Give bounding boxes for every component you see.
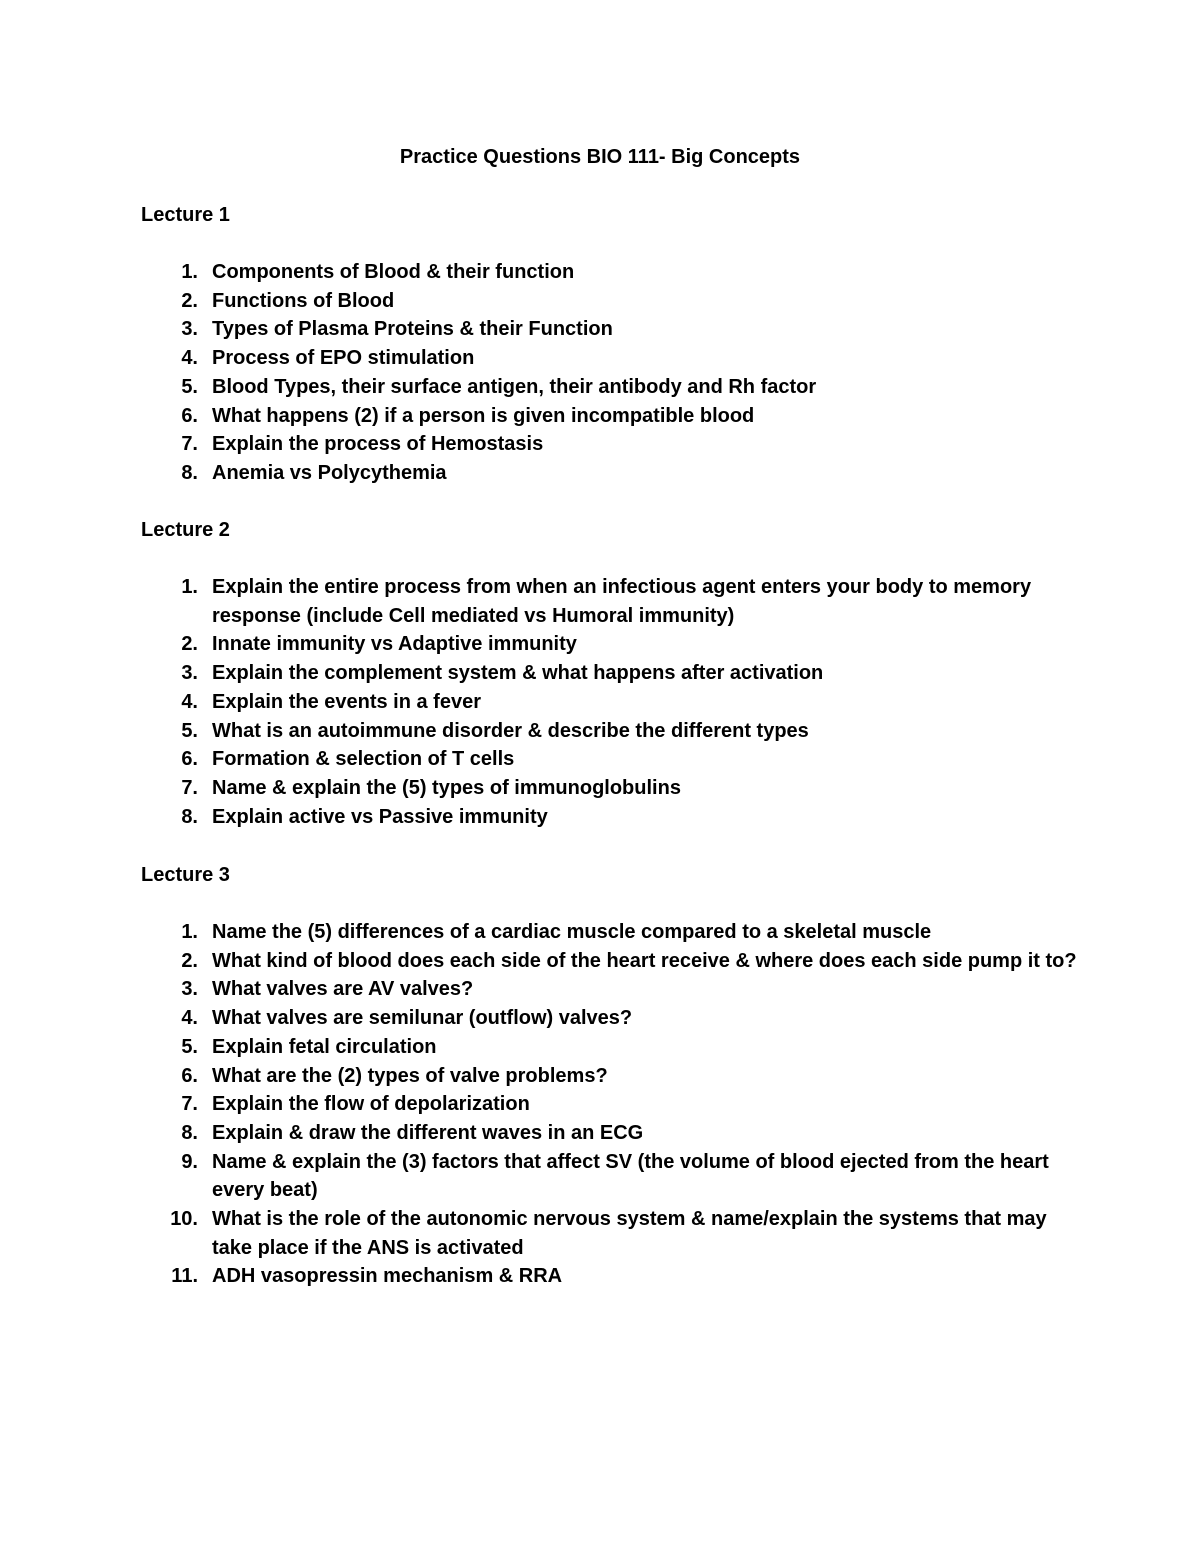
item-text: Name the (5) differences of a cardiac muscle compared to a skeletal muscle [212, 921, 932, 943]
item-number: 5. [181, 375, 198, 398]
item-text: What is an autoimmune disorder & describe the different types [212, 719, 809, 742]
list-item [141, 803, 1081, 832]
item-number: 8. [181, 1121, 198, 1144]
list-item [141, 1062, 1081, 1091]
item-number: 6. [181, 404, 198, 427]
item-text: Components of Blood & their function [212, 261, 575, 283]
list-item [141, 975, 1081, 1004]
item-text: Functions of Blood [212, 289, 395, 312]
item-number: 5. [181, 719, 198, 742]
list-item [141, 1262, 1081, 1291]
item-text: Formation & selection of T cells [212, 748, 515, 771]
item-text: Process of EPO stimulation [212, 347, 475, 370]
item-text: What valves are AV valves? [212, 978, 474, 1001]
item-number: 10. [170, 1208, 198, 1231]
item-number: 7. [181, 433, 198, 456]
item-text: Explain the complement system & what happens after activation [212, 662, 824, 685]
document-title: Practice Questions BIO 111- Big Concepts [399, 146, 801, 168]
list-item [141, 344, 1081, 373]
item-number: 5. [181, 1035, 198, 1058]
item-text: Name & explain the (5) types of immunoglobulins [212, 776, 681, 799]
list-item [141, 373, 1081, 402]
item-number: 9. [181, 1150, 198, 1173]
list-item [141, 688, 1081, 717]
item-text: Explain the process of Hemostasis [212, 433, 544, 456]
item-text: Innate immunity vs Adaptive immunity [212, 633, 577, 656]
section-lecture-1 [141, 201, 1081, 488]
item-number: 4. [181, 1007, 198, 1030]
list-item [141, 717, 1081, 746]
item-number: 1. [181, 921, 198, 943]
question-list [141, 918, 1081, 1291]
item-number: 1. [181, 261, 198, 283]
list-item [141, 258, 1081, 287]
list-item [141, 947, 1081, 976]
section-heading: Lecture 3 [141, 864, 230, 886]
item-text: Anemia vs Polycythemia [212, 461, 447, 484]
list-item [141, 459, 1081, 488]
item-text: Explain fetal circulation [212, 1035, 437, 1058]
item-text: Explain the entire process from when an infectious agent enters your body to memory response (include Cell mediated vs Humoral immunity) [212, 576, 1032, 627]
list-item [141, 630, 1081, 659]
section-heading: Lecture 2 [141, 519, 230, 541]
item-text: Explain & draw the different waves in an ECG [212, 1121, 644, 1144]
item-number: 4. [181, 690, 198, 713]
item-number: 6. [181, 748, 198, 771]
item-number: 3. [181, 978, 198, 1001]
list-item [141, 1148, 1081, 1205]
item-number: 2. [181, 949, 198, 972]
item-text: What are the (2) types of valve problems? [212, 1064, 608, 1087]
item-number: 2. [181, 289, 198, 312]
item-text: Explain the events in a fever [212, 690, 481, 713]
list-item [141, 1033, 1081, 1062]
item-number: 7. [181, 1093, 198, 1116]
item-number: 8. [181, 805, 198, 828]
item-text: Blood Types, their surface antigen, their antibody and Rh factor [212, 375, 817, 398]
list-item [141, 918, 1081, 947]
question-list [141, 573, 1081, 831]
section-heading: Lecture 1 [141, 204, 230, 226]
item-number: 8. [181, 461, 198, 484]
item-text: What valves are semilunar (outflow) valves? [212, 1007, 633, 1030]
item-text: Explain active vs Passive immunity [212, 805, 548, 828]
list-item [141, 430, 1081, 459]
item-number: 3. [181, 318, 198, 341]
list-item [141, 402, 1081, 431]
list-item [141, 315, 1081, 344]
section-lecture-2 [141, 516, 1081, 831]
item-text: Name & explain the (3) factors that affect SV (the volume of blood ejected from the heart every beat) [212, 1150, 1049, 1202]
item-number: 3. [181, 662, 198, 685]
list-item [141, 659, 1081, 688]
item-number: 6. [181, 1064, 198, 1087]
list-item [141, 1090, 1081, 1119]
list-item [141, 573, 1081, 630]
section-lecture-3 [141, 861, 1081, 1291]
item-number: 1. [181, 576, 198, 598]
item-number: 7. [181, 776, 198, 799]
item-text: ADH vasopressin mechanism & RRA [212, 1265, 563, 1288]
item-text: What is the role of the autonomic nervous system & name/explain the systems that may take place if the ANS is activated [212, 1208, 1047, 1259]
item-number: 4. [181, 347, 198, 370]
list-item [141, 774, 1081, 803]
list-item [141, 1205, 1081, 1262]
item-number: 11. [171, 1265, 198, 1288]
item-text: Types of Plasma Proteins & their Function [212, 318, 613, 341]
item-text: What happens (2) if a person is given incompatible blood [212, 404, 755, 427]
list-item [141, 287, 1081, 316]
list-item [141, 1004, 1081, 1033]
item-text: What kind of blood does each side of the heart receive & where does each side pump it to? [212, 949, 1077, 972]
item-text: Explain the flow of depolarization [212, 1093, 530, 1116]
list-item [141, 1119, 1081, 1148]
list-item [141, 745, 1081, 774]
item-number: 2. [181, 633, 198, 656]
question-list [141, 258, 1081, 488]
